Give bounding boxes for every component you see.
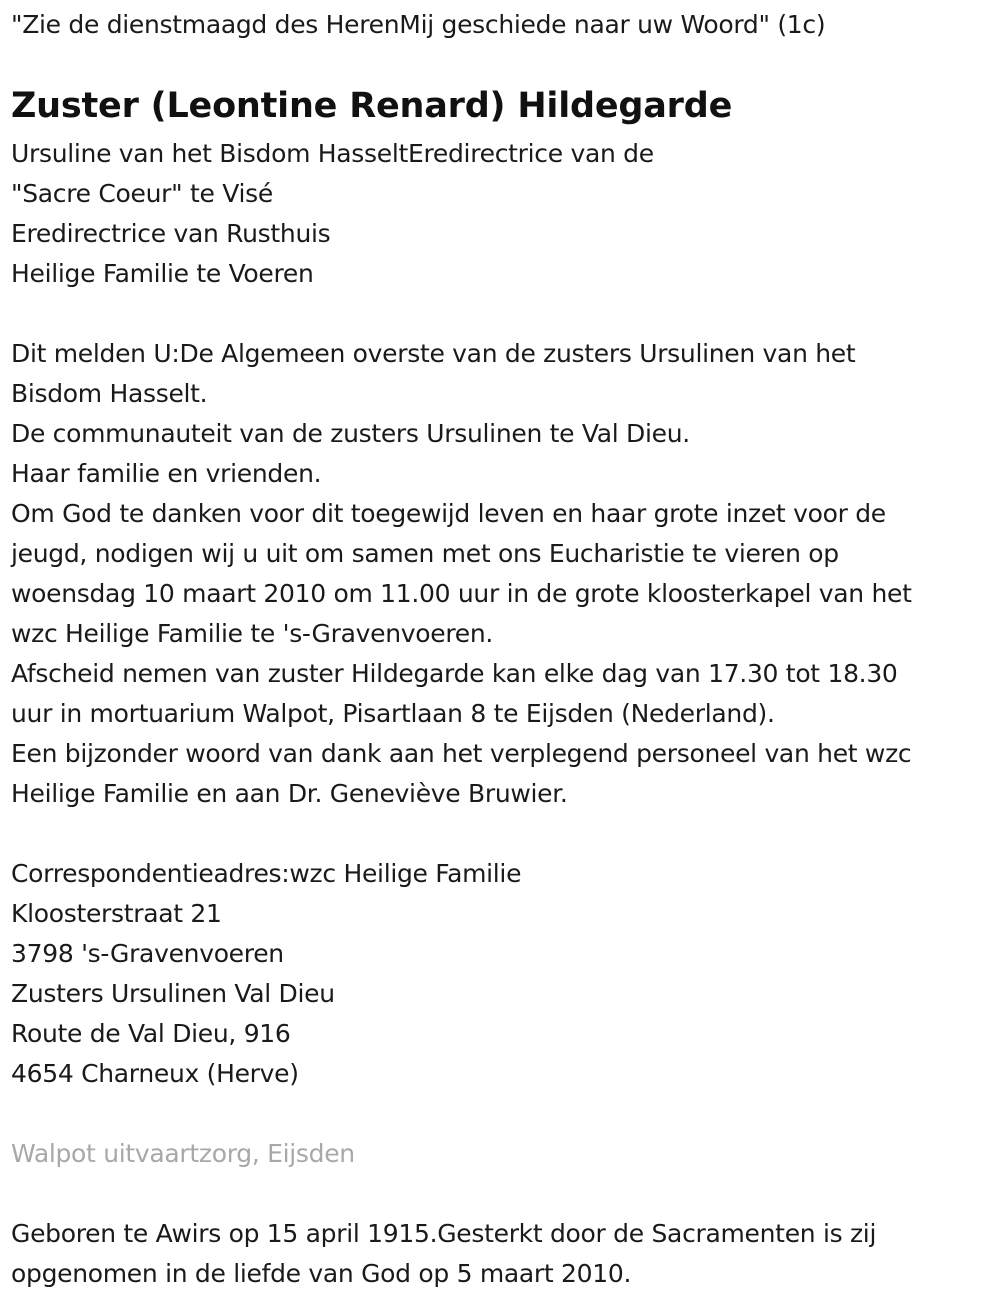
subtitle-block xyxy=(11,134,654,294)
deceased-name-title: Zuster (Leontine Renard) Hildegarde xyxy=(11,86,733,126)
announcement-line: jeugd, nodigen wij u uit om samen met ons Eucharistie te vieren op xyxy=(11,539,839,568)
announcement-line: Bisdom Hasselt. xyxy=(11,379,208,408)
announcement-line: De communauteit van de zusters Ursulinen te Val Dieu. xyxy=(11,419,690,448)
address-line: Correspondentieadres:wzc Heilige Familie xyxy=(11,859,522,888)
address-line: Zusters Ursulinen Val Dieu xyxy=(11,979,335,1008)
announcement-line: Om God te danken voor dit toegewijd leven en haar grote inzet voor de xyxy=(11,499,886,528)
subtitle-line: Ursuline van het Bisdom HasseltEredirectrice van de xyxy=(11,139,654,168)
announcement-line: Heilige Familie en aan Dr. Geneviève Bruwier. xyxy=(11,779,568,808)
announcement-line: woensdag 10 maart 2010 om 11.00 uur in de grote kloosterkapel van het xyxy=(11,579,912,608)
birth-death-line: Geboren te Awirs op 15 april 1915.Gesterkt door de Sacramenten is zij xyxy=(11,1219,877,1248)
address-line: 3798 's-Gravenvoeren xyxy=(11,939,284,968)
subtitle-line: "Sacre Coeur" te Visé xyxy=(11,179,273,208)
address-line: 4654 Charneux (Herve) xyxy=(11,1059,299,1088)
announcement-line: uur in mortuarium Walpot, Pisartlaan 8 te Eijsden (Nederland). xyxy=(11,699,775,728)
address-line: Kloosterstraat 21 xyxy=(11,899,222,928)
announcement-line: wzc Heilige Familie te 's-Gravenvoeren. xyxy=(11,619,494,648)
bible-quote: "Zie de dienstmaagd des HerenMij geschiede naar uw Woord" (1c) xyxy=(11,10,826,39)
announcement-line: Een bijzonder woord van dank aan het verplegend personeel van het wzc xyxy=(11,739,912,768)
announcement-block xyxy=(11,334,912,814)
announcement-line: Dit melden U:De Algemeen overste van de zusters Ursulinen van het xyxy=(11,339,856,368)
subtitle-line: Eredirectrice van Rusthuis xyxy=(11,219,331,248)
announcement-line: Haar familie en vrienden. xyxy=(11,459,322,488)
birth-death-block xyxy=(11,1214,876,1294)
undertaker-block xyxy=(11,1134,355,1174)
undertaker-name: Walpot uitvaartzorg, Eijsden xyxy=(11,1139,355,1168)
subtitle-line: Heilige Familie te Voeren xyxy=(11,259,314,288)
birth-death-line: opgenomen in de liefde van God op 5 maart 2010. xyxy=(11,1259,632,1288)
address-line: Route de Val Dieu, 916 xyxy=(11,1019,291,1048)
announcement-line: Afscheid nemen van zuster Hildegarde kan elke dag van 17.30 tot 18.30 xyxy=(11,659,898,688)
correspondence-address-block xyxy=(11,854,521,1094)
